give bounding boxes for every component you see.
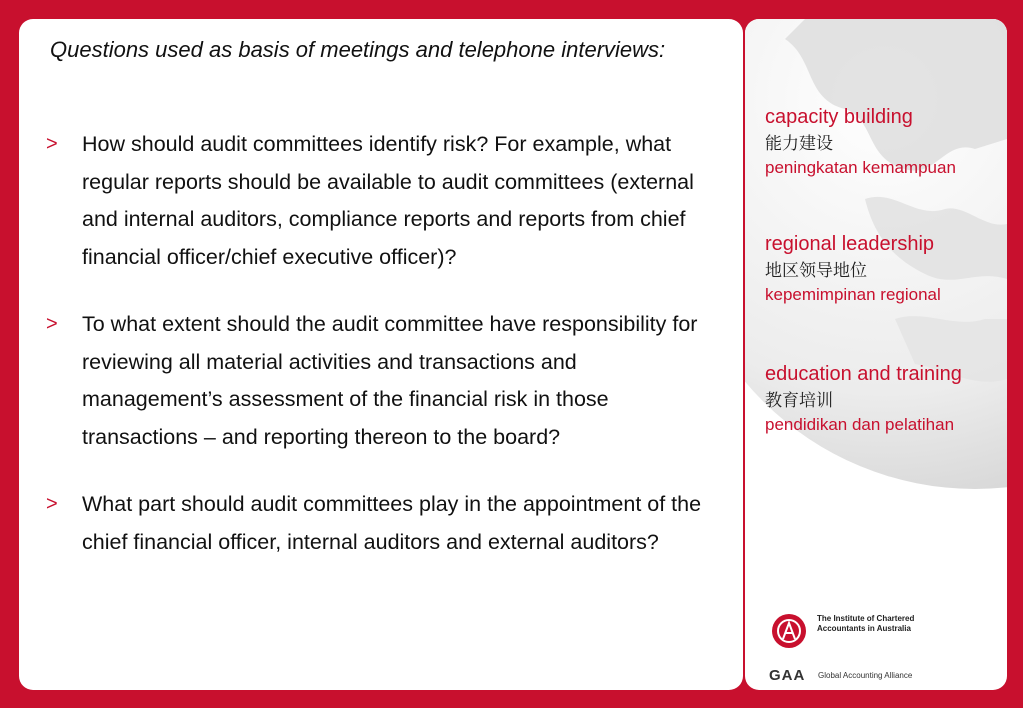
bullet-arrow-icon: > (46, 313, 58, 335)
icaa-logo-icon (769, 611, 809, 651)
theme-regional-leadership (765, 232, 941, 306)
gaa-logo: GAA (769, 667, 806, 684)
page-heading: Questions used as basis of meetings and telephone interviews: (50, 37, 666, 62)
theme-chinese-label: 地区领导地位 (765, 261, 867, 281)
side-panel (745, 19, 1007, 690)
theme-english-label: capacity building (765, 106, 913, 128)
theme-indonesian-label: kepemimpinan regional (765, 285, 941, 304)
theme-indonesian-label: pendidikan dan pelatihan (765, 415, 955, 434)
bullet-arrow-icon: > (46, 133, 58, 155)
list-item (44, 126, 704, 276)
theme-chinese-label: 能力建设 (765, 134, 833, 154)
bullet-text: How should audit committees identify risk? For example, what regular reports should be available to audit committees (external and internal auditors, compliance reports and reports from chief financial officer/chief executive officer)? (82, 132, 694, 269)
bullet-text: What part should audit committees play in the appointment of the chief financial officer, internal auditors and external auditors? (82, 492, 702, 554)
theme-chinese-label: 教育培训 (765, 391, 833, 411)
list-item (44, 486, 704, 561)
question-list (44, 126, 704, 591)
bullet-text: To what extent should the audit committee have responsibility for reviewing all material activities and transactions and management’s assessment of the financial risk in those transactions – and reporting thereon to the board? (82, 312, 698, 449)
theme-education-training (765, 362, 962, 436)
icaa-name: The Institute of Chartered Accountants in Australia (817, 614, 915, 633)
theme-capacity-building (765, 105, 956, 179)
theme-english-label: education and training (765, 363, 962, 385)
main-content-panel (19, 19, 743, 690)
gaa-name: Global Accounting Alliance (818, 671, 913, 680)
theme-indonesian-label: peningkatan kemampuan (765, 158, 956, 177)
list-item (44, 306, 704, 456)
theme-english-label: regional leadership (765, 233, 935, 255)
bullet-arrow-icon: > (46, 493, 58, 515)
